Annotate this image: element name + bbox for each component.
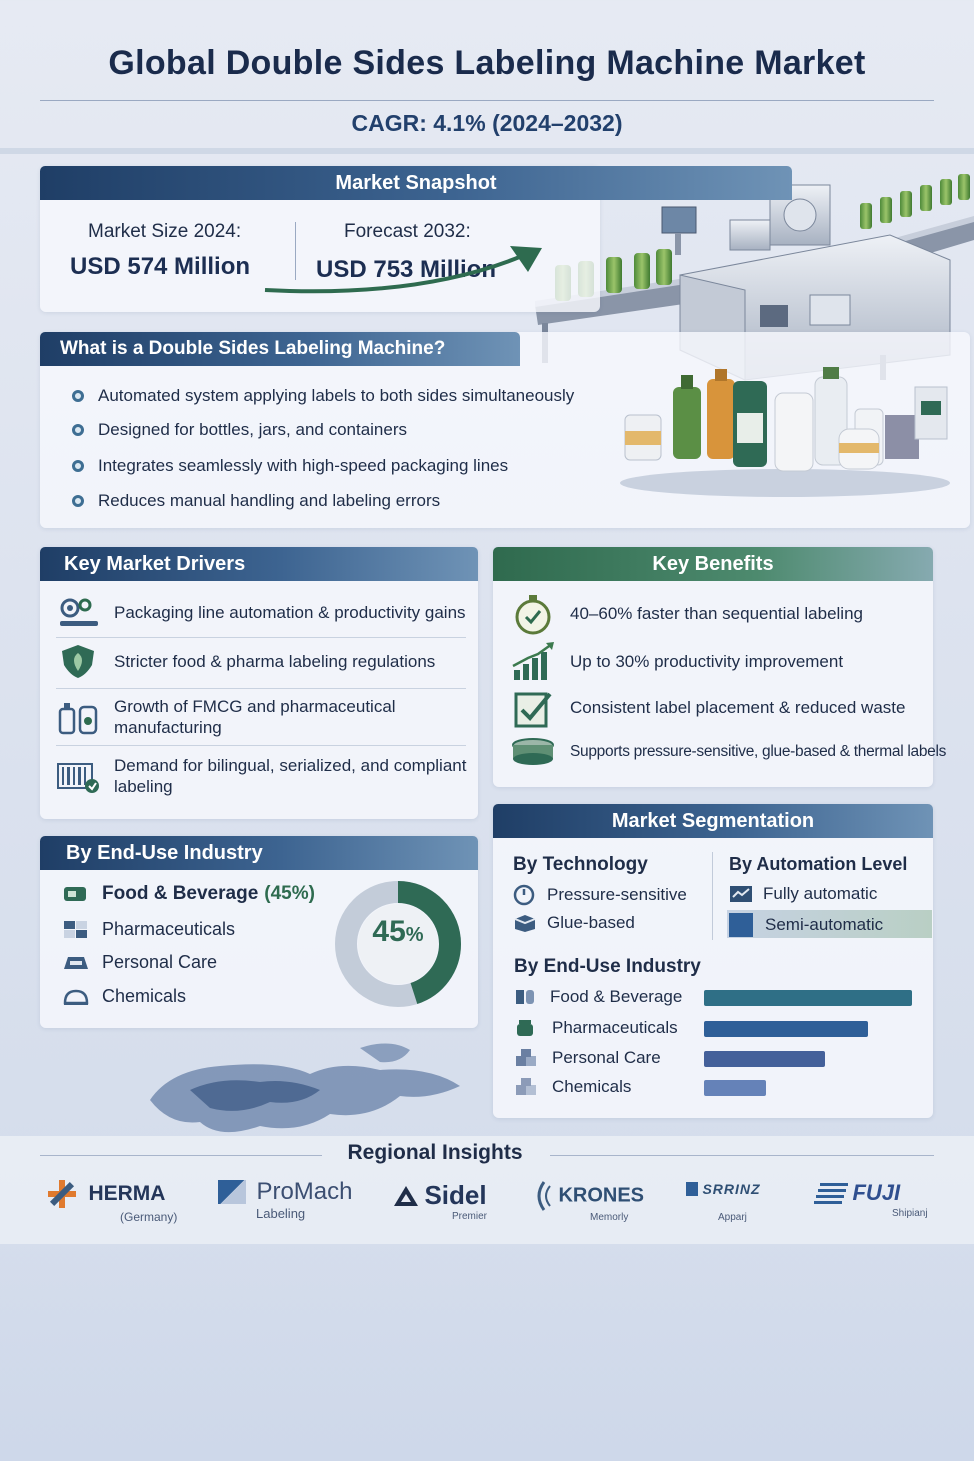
- technology-item-1: [513, 884, 687, 906]
- segmentation-heading: Market Segmentation: [493, 804, 933, 838]
- logo-sidel: [392, 1180, 512, 1222]
- what-is-item-2: [72, 420, 407, 440]
- donut-unit-text: %: [405, 924, 424, 946]
- forecast-value: USD 753 Million: [316, 256, 497, 283]
- what-is-text-3: Integrates seamlessly with high-speed packaging lines: [98, 456, 509, 475]
- industry-item-1: [514, 987, 682, 1007]
- glue-box-icon: [513, 913, 537, 933]
- bottom-texture: [0, 1244, 974, 1461]
- end-use-heading: By End-Use Industry: [40, 836, 478, 870]
- title-divider: [40, 100, 934, 101]
- barcode-icon: [56, 758, 100, 794]
- cagr-subtitle: CAGR: 4.1% (2024–2032): [351, 110, 623, 136]
- technology-heading: By Technology: [513, 854, 648, 875]
- what-is-text-1: Automated system applying labels to both sides simultaneously: [98, 386, 575, 405]
- driver-row-4: [56, 753, 476, 799]
- what-is-item-4: [72, 491, 440, 511]
- krones-name: KRONES: [558, 1184, 645, 1207]
- industry-heading: By End-Use Industry: [514, 956, 701, 977]
- automatic-chart-icon: [729, 885, 753, 903]
- segmentation-divider: [712, 852, 713, 940]
- header-underband: [0, 148, 974, 154]
- gear-conveyor-icon: [56, 594, 100, 630]
- end-use-item-pharma: [62, 918, 235, 940]
- technology-text-1: Pressure-sensitive: [547, 885, 687, 904]
- check-label-icon: [510, 686, 556, 730]
- fuji-sub: Shipianj: [892, 1208, 928, 1219]
- automation-item-2: [729, 913, 883, 937]
- pressure-gauge-icon: [513, 884, 535, 906]
- benefits-heading: Key Benefits: [493, 547, 933, 581]
- driver-text-2: Stricter food & pharma labeling regulations: [114, 651, 436, 671]
- industry-bar-pharma: [704, 1021, 868, 1037]
- what-is-text-2: Designed for bottles, jars, and containers: [98, 420, 408, 439]
- driver-separator: [56, 745, 466, 746]
- technology-text-2: Glue-based: [547, 913, 635, 932]
- driver-separator: [56, 637, 466, 638]
- krones-wave-icon: [530, 1180, 554, 1212]
- growth-arrow-icon: [260, 242, 550, 300]
- automation-text-2: Semi-automatic: [765, 915, 884, 934]
- logo-promach: [218, 1178, 378, 1221]
- driver-text-1: Packaging line automation & productivity gains: [114, 602, 466, 622]
- technology-item-2: [513, 913, 635, 933]
- driver-row-3: [56, 694, 476, 740]
- bullet-icon: [72, 390, 84, 402]
- automation-text-1: Fully automatic: [763, 884, 878, 903]
- end-use-name-pharma: Pharmaceuticals: [102, 918, 236, 939]
- srrinz-mark-icon: [686, 1182, 698, 1196]
- industry-item-2: [514, 1018, 678, 1038]
- bullet-icon: [72, 460, 84, 472]
- industry-item-3: [514, 1048, 661, 1068]
- personal-care-icon: [62, 951, 90, 973]
- industry-text-3: Personal Care: [552, 1048, 661, 1067]
- food-beverage-icon: [62, 883, 90, 905]
- logo-fuji: [814, 1180, 944, 1219]
- personal-care-icon: [514, 1048, 538, 1068]
- food-beverage-icon: [514, 987, 538, 1007]
- end-use-name-chemicals: Chemicals: [102, 985, 187, 1006]
- semi-automatic-swatch-icon: [729, 913, 753, 937]
- driver-row-1: [56, 592, 476, 632]
- bullet-icon: [72, 424, 84, 436]
- herma-sub: (Germany): [120, 1210, 178, 1224]
- end-use-item-chemicals: [62, 985, 186, 1007]
- herma-star-icon: [46, 1178, 78, 1210]
- industry-bar-food: [704, 990, 912, 1006]
- fuji-name: FUJI: [852, 1180, 901, 1205]
- benefit-text-3: Consistent label placement & reduced waste: [570, 698, 906, 717]
- srrinz-name: SRRINZ: [702, 1180, 761, 1197]
- page-title: Global Double Sides Labeling Machine Market: [108, 44, 866, 82]
- forecast-label: Forecast 2032:: [344, 221, 471, 242]
- driver-text-3: Growth of FMCG and pharmaceutical manufacturing: [114, 697, 396, 737]
- end-use-name-personal: Personal Care: [102, 951, 218, 972]
- drivers-heading: Key Market Drivers: [40, 547, 478, 581]
- what-is-heading: What is a Double Sides Labeling Machine?: [40, 332, 520, 366]
- logo-krones: [530, 1180, 670, 1223]
- sidel-name: Sidel: [424, 1180, 487, 1210]
- promach-flag-icon: [218, 1180, 246, 1204]
- industry-bar-chemicals: [704, 1080, 766, 1096]
- industry-text-2: Pharmaceuticals: [552, 1018, 678, 1037]
- benefit-row-1: [510, 592, 974, 636]
- market-size-value: USD 574 Million: [70, 253, 251, 280]
- growth-chart-icon: [510, 642, 556, 682]
- end-use-name-food: Food & Beverage: [102, 883, 259, 904]
- snapshot-heading: Market Snapshot: [40, 166, 792, 200]
- what-is-item-3: [72, 456, 508, 476]
- krones-sub: Memorly: [590, 1212, 629, 1223]
- benefit-row-2: [510, 640, 974, 684]
- automation-item-1: [729, 884, 877, 904]
- sidel-sub: Premier: [452, 1211, 488, 1222]
- benefit-text-2: Up to 30% productivity improvement: [570, 652, 844, 671]
- chemicals-icon: [62, 985, 90, 1007]
- benefit-row-4: [510, 734, 974, 770]
- what-is-text-4: Reduces manual handling and labeling errors: [98, 491, 441, 510]
- regional-rule-right: [550, 1155, 934, 1156]
- market-size-label: Market Size 2024:: [88, 221, 242, 242]
- bottles-icon: [56, 699, 100, 735]
- benefit-text-4: Supports pressure-sensitive, glue-based & thermal labels: [570, 743, 947, 760]
- industry-text-4: Chemicals: [552, 1077, 632, 1096]
- logo-srrinz: [686, 1180, 796, 1223]
- driver-separator: [56, 688, 466, 689]
- pharmaceuticals-icon: [514, 1018, 538, 1038]
- donut-label: [334, 915, 462, 949]
- automation-heading: By Automation Level: [729, 854, 908, 874]
- srrinz-sub: Apparj: [718, 1212, 747, 1223]
- industry-text-1: Food & Beverage: [550, 987, 683, 1006]
- regional-heading: Regional Insights: [347, 1141, 523, 1164]
- benefit-text-1: 40–60% faster than sequential labeling: [570, 604, 863, 623]
- driver-row-2: [56, 641, 476, 681]
- stopwatch-icon: [510, 592, 556, 636]
- bullet-icon: [72, 495, 84, 507]
- promach-sub: Labeling: [256, 1206, 306, 1221]
- end-use-item-personal: [62, 951, 217, 973]
- what-is-item-1: [72, 386, 574, 406]
- pharmaceuticals-icon: [62, 918, 90, 940]
- donut-value-text: 45: [372, 915, 406, 948]
- world-map-illustration: [130, 1030, 490, 1148]
- shield-leaf-icon: [56, 643, 100, 679]
- bottles-illustration: [615, 365, 960, 505]
- regional-rule-left: [40, 1155, 322, 1156]
- fuji-stripes-icon: [814, 1181, 848, 1205]
- logo-herma: [46, 1178, 196, 1224]
- sidel-triangle-icon: [392, 1184, 420, 1208]
- benefit-row-3: [510, 686, 974, 730]
- driver-text-4: Demand for bilingual, serialized, and compliant labeling: [114, 756, 467, 796]
- end-use-share-food: (45%): [264, 883, 315, 904]
- end-use-item-food: [62, 883, 315, 905]
- industry-item-4: [514, 1077, 631, 1097]
- chemicals-icon: [514, 1077, 538, 1097]
- herma-name: HERMA: [88, 1182, 166, 1205]
- industry-bar-personal: [704, 1051, 825, 1067]
- promach-name: ProMach: [256, 1178, 353, 1205]
- label-roll-icon: [510, 737, 556, 767]
